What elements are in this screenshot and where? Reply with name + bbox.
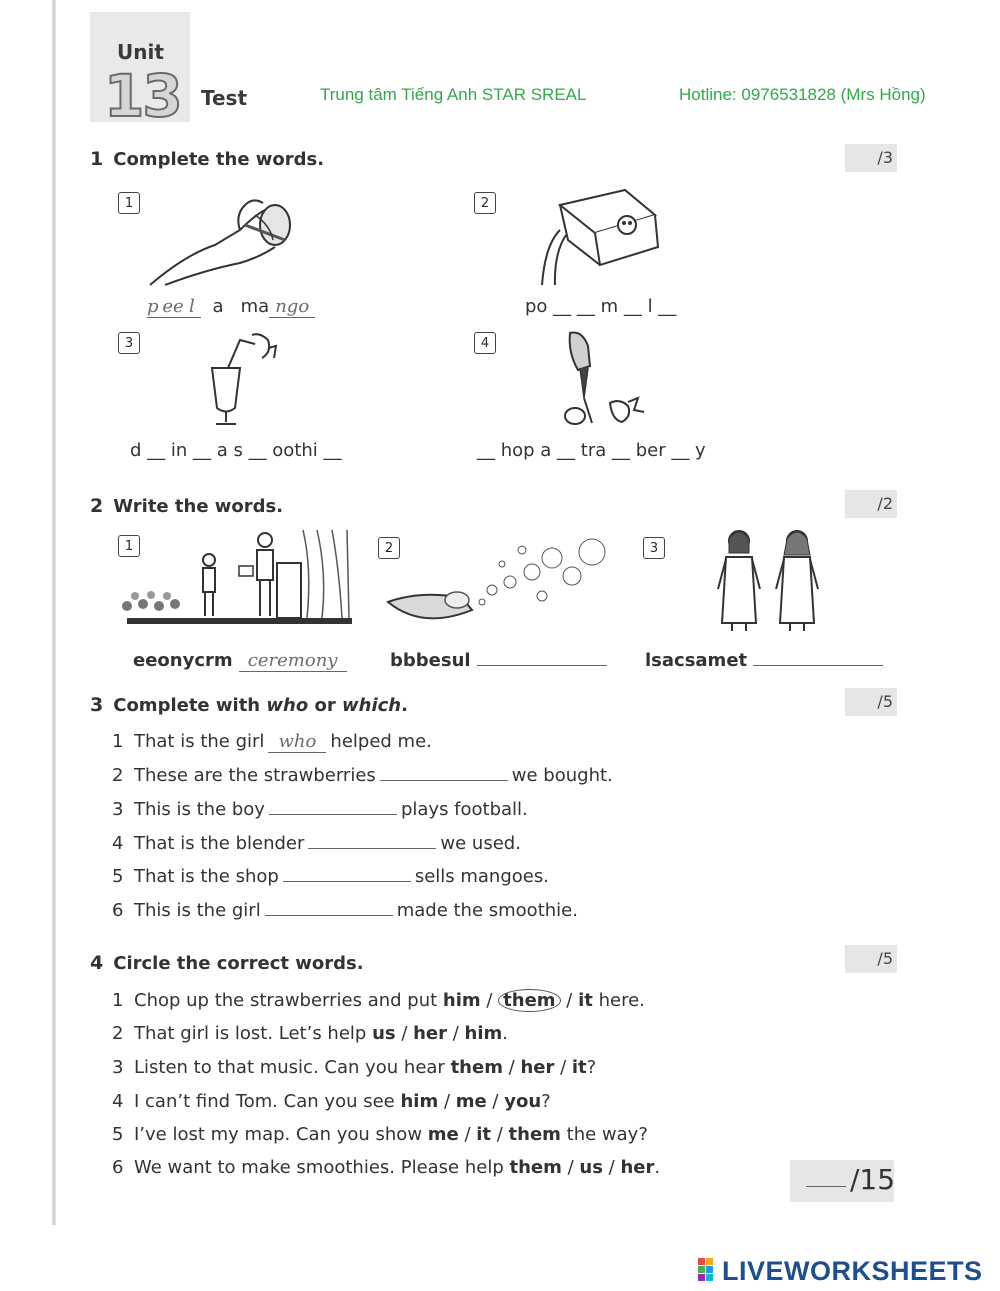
s4-option-3[interactable]: him [464, 1023, 503, 1044]
s3-item-after: made the smoothie. [396, 900, 578, 921]
s3-item-number: 2 [112, 765, 124, 786]
s4-item-before: Listen to that music. Can you hear [134, 1057, 451, 1078]
section3-number: 3 [90, 694, 104, 716]
s4-item-after: . [502, 1023, 509, 1044]
section2-title: Write the words. [113, 496, 284, 517]
s2-pic-number-3: 3 [643, 537, 665, 559]
s4-option-2[interactable]: me [455, 1091, 487, 1112]
s3-item-before: This is the girl [134, 900, 261, 921]
section1-number: 1 [90, 148, 104, 170]
s4-option-2[interactable]: it [476, 1124, 492, 1145]
s4-option-2[interactable]: us [579, 1157, 603, 1178]
section3-title-who: who [266, 695, 309, 716]
s2-item-2 [390, 650, 607, 671]
s4-item-after: the way? [560, 1124, 648, 1145]
s4-option-2[interactable]: her [413, 1023, 448, 1044]
section4-score: /5 [845, 945, 897, 973]
s3-item-number: 3 [112, 799, 124, 820]
chop-strawberry-picture [560, 328, 655, 433]
s3-item-after: helped me. [330, 731, 432, 752]
s4-item-number: 6 [112, 1157, 124, 1178]
s4-item-before: We want to make smoothies. Please help [134, 1157, 510, 1178]
section2-score: /2 [845, 490, 897, 518]
s4-item-number: 1 [112, 990, 124, 1011]
center-name: Trung tâm Tiếng Anh STAR SREAL [320, 85, 587, 104]
s4-option-3[interactable]: you [504, 1091, 542, 1112]
s3-item-before: That is the girl [134, 731, 265, 752]
s4-option-1[interactable]: me [427, 1124, 459, 1145]
s2-item-2-scrambled: bbbesul [390, 650, 471, 671]
s1-pic-number-1: 1 [118, 192, 140, 214]
classmates-picture [712, 527, 827, 635]
s2-pic-number-2: 2 [378, 537, 400, 559]
s4-option-1[interactable]: them [450, 1057, 503, 1078]
s2-item-3-answer[interactable] [753, 665, 883, 666]
s4-option-1[interactable]: him [442, 990, 481, 1011]
s3-item [112, 866, 549, 887]
s4-item: 2 That girl is lost. Let’s help us / her / him. [112, 1023, 509, 1044]
section2-heading [90, 495, 283, 517]
pour-milk-picture [530, 185, 670, 290]
section4-heading [90, 952, 364, 974]
s2-item-1-answer[interactable]: ceremony [239, 650, 347, 672]
s4-option-2[interactable]: her [520, 1057, 555, 1078]
s3-item-number: 4 [112, 833, 124, 854]
unit-number: 13 [104, 62, 181, 130]
s3-item [112, 765, 613, 786]
s3-item [112, 833, 521, 854]
total-score-input[interactable] [806, 1186, 846, 1187]
s3-item [112, 731, 432, 753]
s4-option-2-circled[interactable]: them [498, 989, 560, 1012]
s4-item-before: I’ve lost my map. Can you show [134, 1124, 428, 1145]
s3-item-before: These are the strawberries [134, 765, 376, 786]
s4-item-before: I can’t find Tom. Can you see [134, 1091, 401, 1112]
section3-title-which: which [342, 695, 402, 716]
section4-number: 4 [90, 952, 104, 974]
section1-title: Complete the words. [113, 149, 325, 170]
test-label: Test [201, 86, 248, 110]
liveworksheets-brand[interactable]: LIVEWORKSHEETS [722, 1256, 983, 1286]
s3-item-answer[interactable] [380, 780, 508, 781]
s2-item-3 [645, 650, 883, 671]
s1-item-3[interactable]: d __ in __ a s __ oothi __ [130, 440, 342, 461]
s4-option-3[interactable]: her [620, 1157, 655, 1178]
s1-item-1: p ee l a ma ngo [147, 296, 315, 318]
s3-item-answer[interactable] [269, 814, 397, 815]
section3-score: /5 [845, 688, 897, 716]
s1-pic-number-2: 2 [474, 192, 496, 214]
total-score-label: /15 [850, 1163, 896, 1196]
s4-option-1[interactable]: him [400, 1091, 439, 1112]
s4-item: 6 We want to make smoothies. Please help them / us / her. [112, 1157, 661, 1178]
s3-item-before: This is the boy [134, 799, 265, 820]
s2-item-2-answer[interactable] [477, 665, 607, 666]
s4-item: 1 Chop up the strawberries and put him / them / it here. [112, 990, 645, 1011]
s3-item-after: we used. [440, 833, 521, 854]
s4-item-after: ? [541, 1091, 551, 1112]
s4-item-number: 3 [112, 1057, 124, 1078]
unit-label: Unit [117, 40, 164, 64]
hotline: Hotline: 0976531828 (Mrs Hồng) [679, 85, 926, 104]
s3-item [112, 799, 528, 820]
drink-smoothie-picture [200, 330, 290, 430]
s3-item-answer[interactable] [265, 915, 393, 916]
bubbles-picture [382, 530, 612, 630]
section1-heading [90, 148, 324, 170]
section4-title: Circle the correct words. [113, 953, 364, 974]
s2-item-3-scrambled: lsacsamet [645, 650, 748, 671]
s3-item-number: 5 [112, 866, 124, 887]
s3-item-answer[interactable] [283, 881, 411, 882]
s4-item-before: That girl is lost. Let’s help [134, 1023, 373, 1044]
s4-item-number: 4 [112, 1091, 124, 1112]
s3-item-after: plays football. [400, 799, 528, 820]
section2-number: 2 [90, 495, 104, 517]
s1-item-1-fill-b[interactable]: ee [157, 296, 189, 318]
s2-pic-number-1: 1 [118, 535, 140, 557]
section3-title-pre: Complete with [113, 695, 267, 716]
section1-score: /3 [845, 144, 897, 172]
s3-item-after: sells mangoes. [414, 866, 549, 887]
liveworksheets-logo-icon [698, 1258, 722, 1282]
s4-option-1[interactable]: them [509, 1157, 562, 1178]
s4-item-number: 5 [112, 1124, 124, 1145]
s4-item-before: Chop up the strawberries and put [134, 990, 443, 1011]
s3-item [112, 900, 578, 921]
s3-item-number: 1 [112, 731, 124, 752]
s4-option-3[interactable]: it [578, 990, 593, 1011]
s4-item-number: 2 [112, 1023, 124, 1044]
s1-item-1-fill-c[interactable]: l [189, 296, 201, 318]
s4-option-3[interactable]: it [571, 1057, 587, 1078]
s3-item-answer[interactable]: who [268, 731, 326, 753]
ceremony-picture [117, 528, 357, 636]
section3-heading [90, 694, 408, 716]
peel-mango-picture [145, 185, 295, 290]
s3-item-before: That is the blender [134, 833, 305, 854]
s2-item-1-scrambled: eeonycrm [133, 650, 233, 671]
s1-item-1-fill-a[interactable]: p [147, 296, 159, 317]
s1-item-2[interactable]: po __ __ m __ l __ [525, 296, 677, 317]
s1-pic-number-4: 4 [474, 332, 496, 354]
s3-item-before: That is the shop [134, 866, 279, 887]
s1-pic-number-3: 3 [118, 332, 140, 354]
s4-item-after: . [654, 1157, 661, 1178]
s4-item: 4 I can’t find Tom. Can you see him / me / you? [112, 1091, 551, 1112]
page-spine-shadow [52, 0, 56, 1225]
s3-item-after: we bought. [511, 765, 613, 786]
section3-title-or: or [308, 695, 342, 716]
s3-item-number: 6 [112, 900, 124, 921]
s2-item-1 [133, 650, 347, 672]
s4-option-3[interactable]: them [508, 1124, 561, 1145]
s4-option-1[interactable]: us [372, 1023, 396, 1044]
s4-item-after: here. [592, 990, 645, 1011]
s4-item-after: ? [586, 1057, 597, 1078]
s1-item-4[interactable]: __ hop a __ tra __ ber __ y [477, 440, 706, 461]
s4-item: 5 I’ve lost my map. Can you show me / it / them the way? [112, 1124, 648, 1145]
s4-item: 3 Listen to that music. Can you hear them / her / it? [112, 1057, 597, 1078]
section3-title-post: . [401, 695, 408, 716]
s3-item-answer[interactable] [308, 848, 436, 849]
s1-item-1-fill-d[interactable]: ngo [269, 296, 315, 318]
